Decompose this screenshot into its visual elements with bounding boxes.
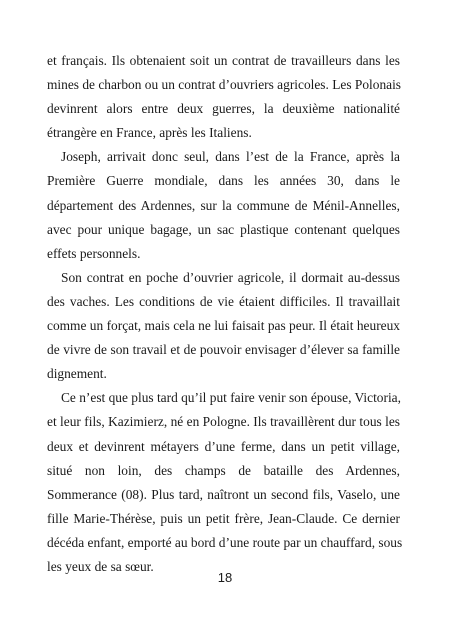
text-line: étrangère en France, après les Italiens. (47, 125, 252, 141)
text-line: fille Marie-Thérèse, puis un petit frère, Jean-Claude. Ce dernier (47, 510, 400, 526)
text-line: avec pour unique bagage, un sac plastique contenant quelques (47, 221, 400, 237)
text-line: deux et devinrent métayers d’une ferme, dans un petit village, (47, 438, 400, 454)
text-line: Joseph, arrivait donc seul, dans l’est de la France, après la (61, 149, 400, 165)
text-line: comme un forçat, mais cela ne lui faisait pas peur. Il était heureux (47, 318, 400, 334)
text-line: Sommerance (08). Plus tard, naîtront un second fils, Vaselo, une (47, 486, 400, 502)
text-line: Première Guerre mondiale, dans les années 30, dans le (47, 173, 400, 189)
page-number: 18 (217, 570, 233, 585)
text-line: dignement. (47, 366, 107, 382)
text-line: mines de charbon ou un contrat d’ouvriers agricoles. Les Polonais (47, 77, 402, 93)
text-line: effets personnels. (47, 245, 141, 261)
text-line: Son contrat en poche d’ouvrier agricole, il dormait au-dessus (61, 269, 400, 285)
text-line: des vaches. Les conditions de vie étaient difficiles. Il travaillait (47, 293, 400, 309)
text-line: de vivre de son travail et de pouvoir envisager d’élever sa famille (47, 342, 400, 358)
text-line: Ce n’est que plus tard qu’il put faire venir son épouse, Victoria, (61, 390, 401, 406)
text-line: décéda enfant, emporté au bord d’une route par un chauffard, sous (47, 534, 403, 550)
text-line: devinrent alors entre deux guerres, la deuxième nationalité (47, 101, 400, 117)
text-line: les yeux de sa sœur. (47, 558, 154, 574)
text-line: situé non loin, des champs de bataille des Ardennes, (47, 462, 400, 478)
text-line: département des Ardennes, sur la commune de Ménil-Annelles, (47, 197, 400, 213)
text-line: et leur fils, Kazimierz, né en Pologne. Ils travaillèrent dur tous les (47, 414, 400, 430)
body-text (47, 49, 403, 579)
text-line: et français. Ils obtenaient soit un contrat de travailleurs dans les (47, 53, 400, 68)
